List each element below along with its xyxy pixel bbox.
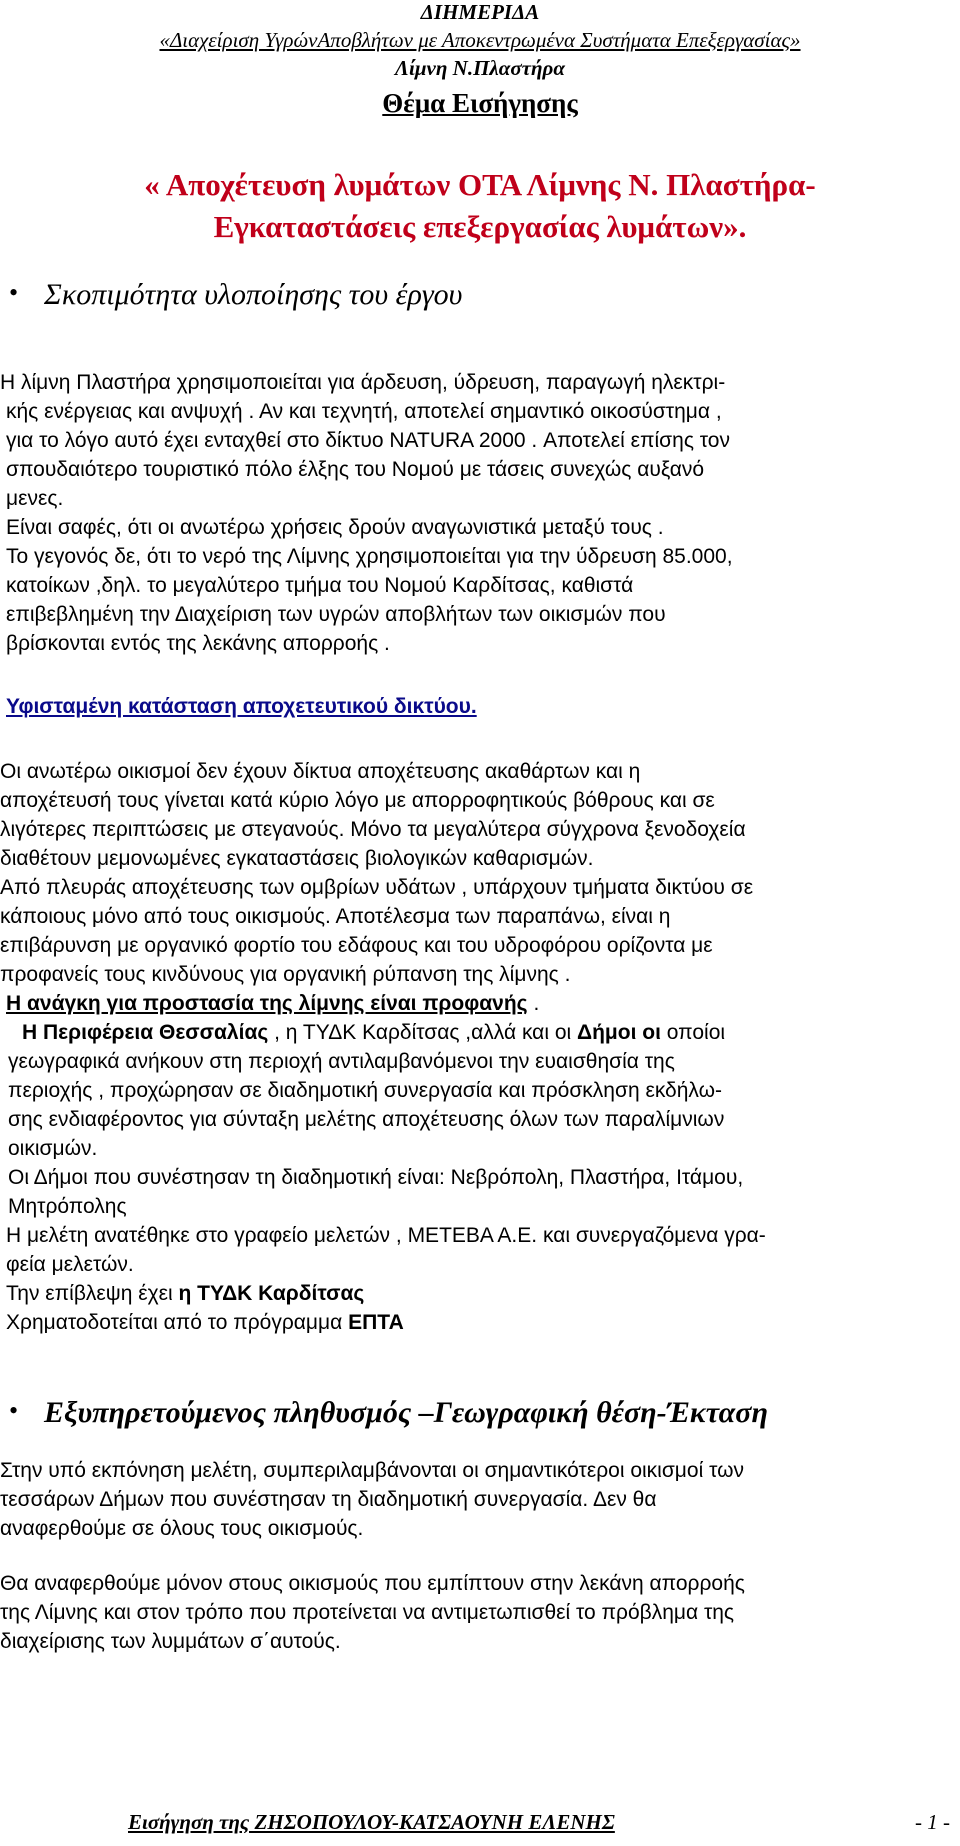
text-line: Στην υπό εκπόνηση μελέτη, συμπεριλαμβάνονται οι σημαντικότεροι οικισμοί των bbox=[0, 1459, 744, 1482]
supervision-lead: Την επίβλεψη έχει bbox=[6, 1282, 179, 1305]
funding-emphasis: ΕΠΤΑ bbox=[348, 1311, 404, 1334]
region-emphasis: Η Περιφέρεια Θεσσαλίας bbox=[22, 1021, 269, 1044]
title-line: Εγκαταστάσεις επεξεργασίας λυμάτων». bbox=[213, 209, 747, 244]
text-line: κατοίκων ,δηλ. το μεγαλύτερο τμήμα του Νομού Καρδίτσας, καθιστά bbox=[6, 574, 634, 597]
text-line: αναφερθούμε σε όλους τους οικισμούς. bbox=[0, 1517, 364, 1540]
text-line: οικισμών. bbox=[8, 1137, 98, 1160]
section-heading-text: Εξυπηρετούμενος πληθυσμός –Γεωγραφική θέση-Έκταση bbox=[44, 1396, 768, 1429]
text-line: βρίσκονται εντός της λεκάνης απορροής . bbox=[6, 632, 390, 655]
topic-heading: Θέμα Εισήγησης bbox=[382, 88, 578, 118]
text-line: επιβάρυνση με οργανικό φορτίο του εδάφους και του υδροφόρου ορίζοντα με bbox=[0, 934, 713, 957]
text-line: λιγότερες περιπτώσεις με στεγανούς. Μόνο τα μεγαλύτερα σύγχρονα ξενοδοχεία bbox=[0, 818, 746, 841]
supervision-emphasis: η ΤΥΔΚ Καρδίτσας bbox=[178, 1282, 365, 1305]
footer-author: Εισήγηση της ΖΗΣΟΠΟΥΛΟΥ-ΚΑΤΣΑΟΥΝΗ ΕΛΕΝΗΣ bbox=[128, 1810, 615, 1834]
text-line: διαθέτουν μεμονωμένες εγκαταστάσεις βιολογικών καθαρισμών. bbox=[0, 847, 594, 870]
text-line: μενες. bbox=[6, 487, 64, 510]
text-line: Η λίμνη Πλαστήρα χρησιμοποιείται για άρδευση, ύδρευση, παραγωγή ηλεκτρι- bbox=[0, 371, 726, 394]
population-paragraph-2 bbox=[0, 1569, 960, 1656]
text-line: σης ενδιαφέροντος για σύνταξη μελέτης αποχέτευσης όλων των παραλίμνιων bbox=[8, 1108, 725, 1131]
text-line: γεωγραφικά ανήκουν στη περιοχή αντιλαμβανόμενοι την ευαισθησία της bbox=[8, 1050, 675, 1073]
bullet-icon: • bbox=[9, 278, 19, 307]
need-line bbox=[0, 989, 960, 1018]
text-line: αποχέτευσή τους γίνεται κατά κύριο λόγο με απορροφητικούς βόθρους και σε bbox=[0, 789, 715, 812]
region-tail: οποίοι bbox=[660, 1021, 726, 1044]
region-mid: , η ΤΥΔΚ Καρδίτσας ,αλλά και οι bbox=[268, 1021, 578, 1044]
text-line: Οι ανωτέρω οικισμοί δεν έχουν δίκτυα αποχέτευσης ακαθάρτων και η bbox=[0, 760, 641, 783]
presentation-title bbox=[0, 164, 960, 248]
existing-network-heading: Υφισταμένη κατάσταση αποχετευτικού δικτύου. bbox=[6, 695, 477, 718]
text-line: τεσσάρων Δήμων που συνέστησαν τη διαδημοτική συνεργασία. Δεν θα bbox=[0, 1488, 657, 1511]
funding-lead: Χρηματοδοτείται από το πρόγραμμα bbox=[6, 1311, 349, 1334]
text-line: Θα αναφερθούμε μόνον στους οικισμούς που εμπίπτουν στην λεκάνη απορροής bbox=[0, 1572, 745, 1595]
text-line: φεία μελετών. bbox=[6, 1253, 134, 1276]
text-line: Το γεγονός δε, ότι το νερό της Λίμνης χρησιμοποιείται για την ύδρευση 85.000, bbox=[6, 545, 733, 568]
need-tail: . bbox=[527, 992, 540, 1015]
event-title: ΔΙΗΜΕΡΙΔΑ bbox=[420, 0, 540, 24]
text-line: κάποιους μόνο από τους οικισμούς. Αποτέλεσμα των παραπάνω, είναι η bbox=[0, 905, 671, 928]
region-emphasis-2: Δήμοι οι bbox=[577, 1021, 661, 1044]
population-paragraph-1 bbox=[0, 1456, 960, 1543]
supervision-line bbox=[0, 1279, 960, 1308]
text-line: Η μελέτη ανατέθηκε στο γραφείο μελετών , ΜΕΤΕΒΑ Α.Ε. και συνεργαζόμενα γρα- bbox=[6, 1224, 766, 1247]
text-line: επιβεβλημένη την Διαχείριση των υγρών αποβλήτων των οικισμών που bbox=[6, 603, 666, 626]
need-emphasis: Η ανάγκη για προστασία της λίμνης είναι προφανής bbox=[6, 992, 528, 1015]
existing-network-paragraph bbox=[0, 757, 960, 1337]
event-subtitle: «Διαχείριση ΥγρώνΑποβλήτων με Αποκεντρωμένα Συστήματα Επεξεργασίας» bbox=[159, 28, 801, 52]
section-heading-text: Σκοπιμότητα υλοποίησης του έργου bbox=[44, 278, 463, 311]
text-line: Μητρόπολης bbox=[8, 1195, 127, 1218]
text-line: Οι Δήμοι που συνέστησαν τη διαδημοτική είναι: Νεβρόπολη, Πλαστήρα, Ιτάμου, bbox=[8, 1166, 744, 1189]
bullet-icon: • bbox=[9, 1396, 19, 1425]
text-line: περιοχής , προχώρησαν σε διαδημοτική συνεργασία και πρόσκληση εκδήλω- bbox=[8, 1079, 722, 1102]
region-line bbox=[0, 1018, 960, 1047]
page-number: - 1 - bbox=[915, 1810, 950, 1834]
text-line: της Λίμνης και στον τρόπο που προτείνεται να αντιμετωπισθεί το πρόβλημα της bbox=[0, 1601, 735, 1624]
purpose-paragraph bbox=[0, 368, 960, 658]
text-line: διαχείρισης των λυμμάτων σ΄αυτούς. bbox=[0, 1630, 341, 1653]
text-line: Είναι σαφές, ότι οι ανωτέρω χρήσεις δρούν αναγωνιστικά μεταξύ τους . bbox=[6, 516, 664, 539]
text-line: για το λόγο αυτό έχει ενταχθεί στο δίκτυο NATURA 2000 . Αποτελεί επίσης τον bbox=[6, 429, 730, 452]
text-line: Από πλευράς αποχέτευσης των ομβρίων υδάτων , υπάρχουν τμήματα δικτύου σε bbox=[0, 876, 754, 899]
text-line: κής ενέργειας και ανψυχή . Αν και τεχνητή, αποτελεί σημαντικό οικοσύστημα , bbox=[6, 400, 722, 423]
event-location: Λίμνη Ν.Πλαστήρα bbox=[395, 56, 565, 80]
title-line: « Αποχέτευση λυμάτων ΟΤΑ Λίμνης Ν. Πλαστήρα- bbox=[144, 167, 816, 202]
text-line: προφανείς τους κινδύνους για οργανική ρύπανση της λίμνης . bbox=[0, 963, 571, 986]
text-line: σπουδαιότερο τουριστικό πόλο έλξης του Νομού με τάσεις συνεχώς αυξανό bbox=[6, 458, 705, 481]
funding-line bbox=[0, 1308, 960, 1337]
